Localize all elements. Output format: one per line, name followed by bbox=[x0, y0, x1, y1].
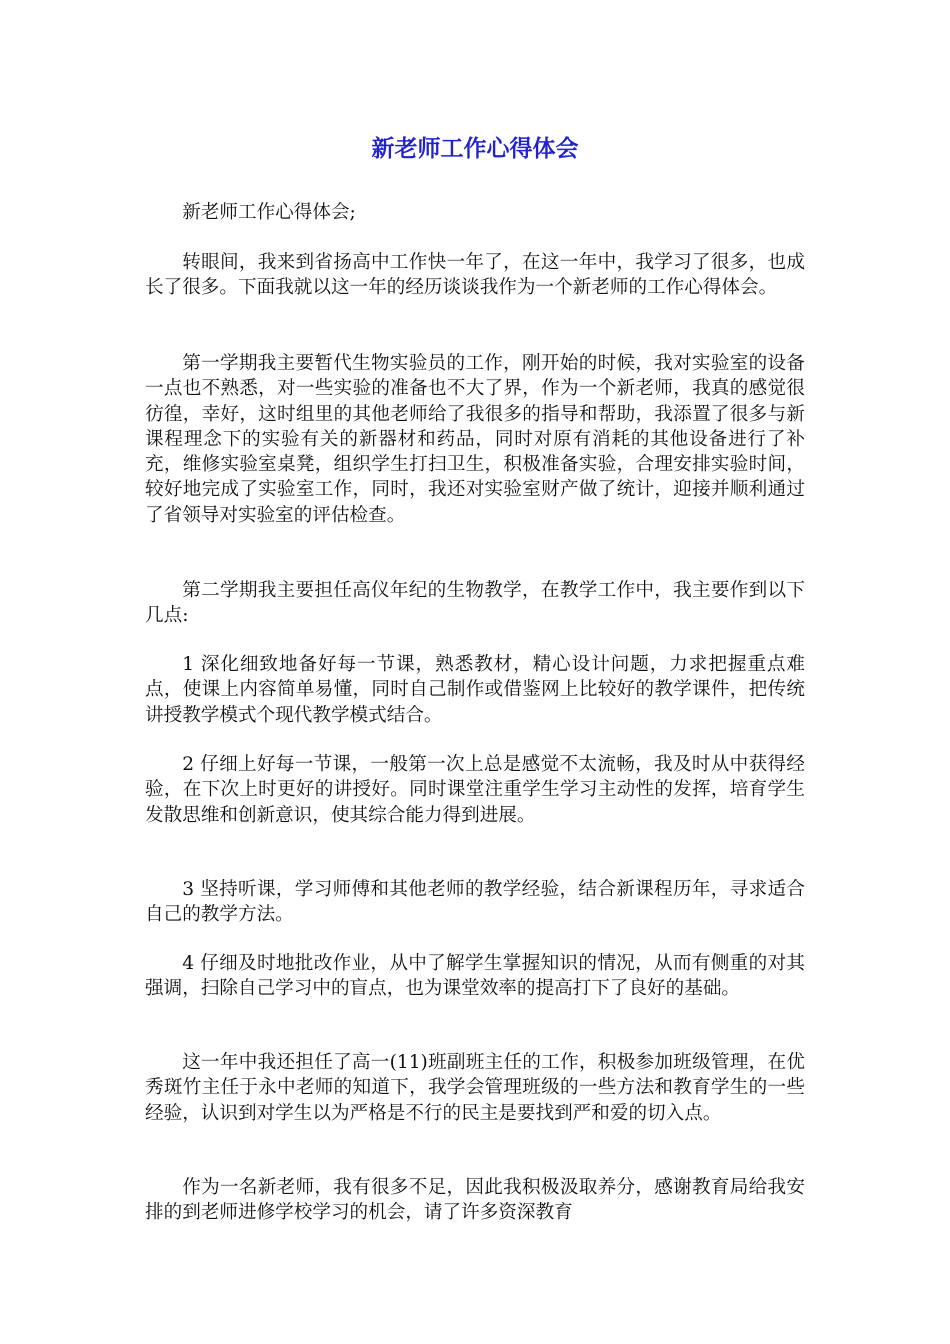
paragraph-heading-line: 新老师工作心得体会; bbox=[182, 202, 356, 223]
paragraph-class-management: 这一年中我还担任了高一(11)班副班主任的工作，积极参加班级管理，在优秀斑竹主任于永中老师的知道下，我学会管理班级的一些方法和教育学生的一些经验，认识到对学生以为严格是不行的民主是要找到严和爱的切入点。 bbox=[145, 1052, 805, 1124]
paragraph-first-semester: 第一学期我主要暂代生物实验员的工作，刚开始的时候，我对实验室的设备一点也不熟悉，对一些实验的准备也不大了界，作为一个新老师，我真的感觉很彷徨，幸好，这时组里的其他老师给了我很多的指导和帮助，我添置了很多与新课程理念下的实验有关的新器材和药品，同时对原有消耗的其他设备进行了补充，维修实验室桌凳，组织学生打扫卫生，积极准备实验，合理安排实验时间，较好地完成了实验室工作，同时，我还对实验室财产做了统计，迎接并顺利通过了省领导对实验室的评估检查。 bbox=[145, 353, 805, 526]
paragraph-intro: 转眼间，我来到省扬高中工作快一年了，在这一年中，我学习了很多，也成长了很多。下面我就以这一年的经历谈谈我作为一个新老师的工作心得体会。 bbox=[145, 252, 805, 299]
paragraph-second-semester: 第二学期我主要担任高仪年纪的生物教学，在教学工作中，我主要作到以下几点: bbox=[145, 580, 805, 627]
paragraph-point-4: 4 仔细及时地批改作业，从中了解学生掌握知识的情况，从而有侧重的对其强调，扫除自己学习中的盲点，也为课堂效率的提高打下了良好的基础。 bbox=[145, 953, 805, 1000]
document-title: 新老师工作心得体会 bbox=[371, 136, 579, 162]
paragraph-point-3: 3 坚持听课，学习师傅和其他老师的教学经验，结合新课程历年，寻求适合自己的教学方法。 bbox=[145, 879, 805, 926]
paragraph-point-2: 2 仔细上好每一节课，一般第一次上总是感觉不太流畅，我及时从中获得经验，在下次上时更好的讲授好。同时课堂注重学生学习主动性的发挥，培育学生发散思维和创新意识，使其综合能力得到进展。 bbox=[145, 754, 805, 826]
paragraph-learning: 作为一名新老师，我有很多不足，因此我积极汲取养分，感谢教育局给我安排的到老师进修学校学习的机会，请了许多资深教育 bbox=[145, 1177, 805, 1224]
paragraph-point-1: 1 深化细致地备好每一节课，熟悉教材，精心设计问题，力求把握重点难点，使课上内容简单易懂，同时自己制作或借鉴网上比较好的教学课件，把传统讲授教学模式个现代教学模式结合。 bbox=[145, 654, 805, 726]
